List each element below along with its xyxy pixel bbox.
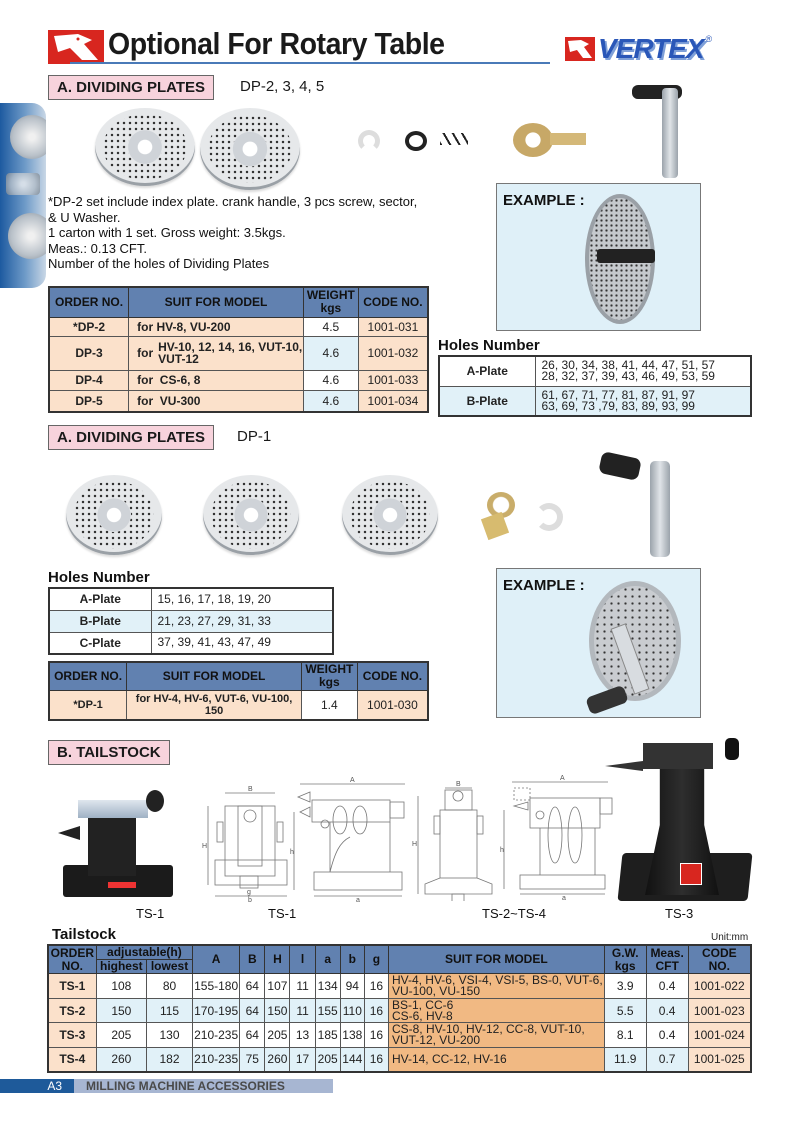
tailstock-table-title: Tailstock <box>52 926 116 943</box>
brand-name: VERTEX <box>598 33 704 64</box>
u-washer-image <box>358 130 380 152</box>
table-row: *DP-2 for HV-8, VU-200 4.5 1001-031 <box>49 317 428 336</box>
caption-ts1-drawing: TS-1 <box>268 906 297 921</box>
dividing-plate-image <box>200 108 300 190</box>
svg-text:H: H <box>202 843 208 850</box>
section-label-dividing-plates-dp1: A. DIVIDING PLATES <box>48 425 214 450</box>
ts1-photo <box>58 790 178 900</box>
table-row: TS-4 260 182 210-235 75 260 17 205 144 16 HV-14, CC-12, HV-16 11.9 0.7 1001-025 <box>48 1048 751 1072</box>
table-row: DP-4 for CS-6, 8 4.6 1001-033 <box>49 370 428 390</box>
col-B: B <box>240 945 265 974</box>
svg-text:A: A <box>350 777 355 784</box>
brand-eagle-icon <box>565 37 595 61</box>
col-g: g <box>364 945 388 974</box>
table-row: DP-5 for VU-300 4.6 1001-034 <box>49 390 428 412</box>
dp2-description <box>48 194 438 272</box>
section-label-dividing-plates: A. DIVIDING PLATES <box>48 75 214 100</box>
col-H: H <box>265 945 290 974</box>
col-lowest: lowest <box>146 960 192 974</box>
sector-arm-blade <box>550 133 586 145</box>
crank-handle-arm-image <box>662 88 678 178</box>
svg-text:a: a <box>562 895 566 900</box>
ts2-ts4-side-drawing <box>500 770 615 900</box>
table-row: *DP-1 for HV-4, HV-6, VUT-6, VU-100, 150 1.4 1001-030 <box>49 690 428 720</box>
footer-page-number: A3 <box>0 1079 74 1093</box>
caption-ts3-photo: TS-3 <box>665 906 694 921</box>
registered-mark: ® <box>705 34 713 44</box>
u-washer-image <box>535 503 563 531</box>
ts1-front-drawing <box>200 778 300 903</box>
example-crank-grip-image <box>585 685 629 716</box>
section-models: DP-2, 3, 4, 5 <box>240 78 325 95</box>
svg-text:A: A <box>560 775 565 782</box>
table-row: A-Plate 26, 30, 34, 38, 41, 44, 47, 51, 57 28, 32, 37, 39, 43, 46, 49, 53, 59 <box>439 356 751 386</box>
rotary-table-side-image <box>0 103 46 288</box>
table-row: B-Plate 21, 23, 27, 29, 31, 33 <box>49 610 333 632</box>
col-order-no: ORDER NO. <box>49 287 129 317</box>
col-gw: G.W. kgs <box>604 945 646 974</box>
eagle-logo-icon <box>48 30 104 64</box>
crank-handle-grip-image <box>598 451 642 481</box>
table-row: A-Plate 15, 16, 17, 18, 19, 20 <box>49 588 333 610</box>
dp2-order-table <box>48 286 429 413</box>
col-weight: WEIGHT kgs <box>301 662 357 690</box>
col-code-no: CODE NO. <box>357 662 428 690</box>
col-highest: highest <box>96 960 146 974</box>
title-underline <box>70 62 550 64</box>
table-row: TS-3 205 130 210-235 64 205 13 185 138 16 CS-8, HV-10, HV-12, CC-8, VUT-10, VUT-12, VU-200 8.1 0.4 1001-024 <box>48 1023 751 1048</box>
col-A: A <box>193 945 240 974</box>
description-line: 1 carton with 1 set. Gross weight: 3.5kgs. <box>48 225 286 240</box>
example-label: EXAMPLE : <box>503 577 585 594</box>
holes-number-title: Holes Number <box>438 337 540 354</box>
example-box-dp1 <box>496 568 701 718</box>
col-a: a <box>315 945 340 974</box>
description-line: Number of the holes of Dividing Plates <box>48 256 270 271</box>
description-line: Meas.: 0.13 CFT. <box>48 240 147 256</box>
holes-number-title-dp1: Holes Number <box>48 569 150 586</box>
screws-image <box>440 133 468 145</box>
unit-label: Unit:mm <box>711 932 749 943</box>
footer-section-title: MILLING MACHINE ACCESSORIES <box>74 1079 333 1093</box>
holes-table-dp1 <box>48 587 334 655</box>
description-line: *DP-2 set include index plate. crank handle, 3 pcs screw, sector, <box>48 194 418 209</box>
col-code-no: CODE NO. <box>358 287 428 317</box>
col-l: l <box>290 945 315 974</box>
example-box-dp2 <box>496 183 701 331</box>
table-row: DP-3 for HV-10, 12, 14, 16, VUT-10, VUT-12 4.6 1001-032 <box>49 336 428 370</box>
tailstock-table <box>47 944 752 1073</box>
dividing-plate-image <box>95 108 195 186</box>
svg-text:g: g <box>247 889 251 896</box>
col-order-no: ORDER NO. <box>48 945 96 974</box>
col-suit-for-model: SUIT FOR MODEL <box>388 945 604 974</box>
page-title: Optional For Rotary Table <box>108 26 445 61</box>
table-row: C-Plate 37, 39, 41, 43, 47, 49 <box>49 632 333 654</box>
description-line: & U Washer. <box>48 209 121 225</box>
svg-text:h: h <box>500 847 504 854</box>
example-crank-image <box>597 249 655 263</box>
section-label-tailstock: B. TAILSTOCK <box>48 740 170 765</box>
section-models-dp1: DP-1 <box>237 428 272 445</box>
svg-text:h: h <box>290 849 294 856</box>
col-order-no: ORDER NO. <box>49 662 127 690</box>
vertex-brand-logo <box>565 34 712 64</box>
dividing-plate-a-image <box>66 475 162 555</box>
svg-text:B: B <box>456 781 461 788</box>
dividing-plate-c-image <box>342 475 438 555</box>
col-suit-for-model: SUIT FOR MODEL <box>129 287 304 317</box>
svg-text:H: H <box>412 841 418 848</box>
col-code-no: CODE NO. <box>688 945 751 974</box>
sector-arm-image <box>513 123 553 157</box>
holes-table-dp2 <box>438 355 752 417</box>
ts2-ts4-front-drawing <box>410 776 505 901</box>
svg-text:a: a <box>356 897 360 902</box>
ring-image <box>405 131 427 151</box>
ts1-side-drawing <box>290 772 410 902</box>
table-row: TS-2 150 115 170-195 64 150 11 155 110 16 BS-1, CC-6 CS-6, HV-8 5.5 0.4 1001-023 <box>48 999 751 1023</box>
caption-ts2-ts4-drawing: TS-2~TS-4 <box>482 906 546 921</box>
col-weight: WEIGHT kgs <box>303 287 358 317</box>
example-label: EXAMPLE : <box>503 192 585 209</box>
table-row: TS-1 108 80 155-180 64 107 11 134 94 16 HV-4, HV-6, VSI-4, VSI-5, BS-0, VUT-6, VU-100, VU-150 3.9 0.4 1001-022 <box>48 974 751 999</box>
svg-text:b: b <box>248 897 252 903</box>
dividing-plate-b-image <box>203 475 299 555</box>
crank-handle-arm-image <box>650 461 670 557</box>
col-suit-for-model: SUIT FOR MODEL <box>127 662 302 690</box>
ts3-photo <box>605 733 755 905</box>
col-adjustable-h: adjustable(h) <box>96 945 192 960</box>
dp1-order-table <box>48 661 429 721</box>
col-b: b <box>340 945 364 974</box>
table-row: B-Plate 61, 67, 71, 77, 81, 87, 91, 97 63, 69, 73 ,79, 83, 89, 93, 99 <box>439 386 751 416</box>
col-meas: Meas. CFT <box>646 945 688 974</box>
svg-text:B: B <box>248 786 253 793</box>
caption-ts1-photo: TS-1 <box>136 906 165 921</box>
